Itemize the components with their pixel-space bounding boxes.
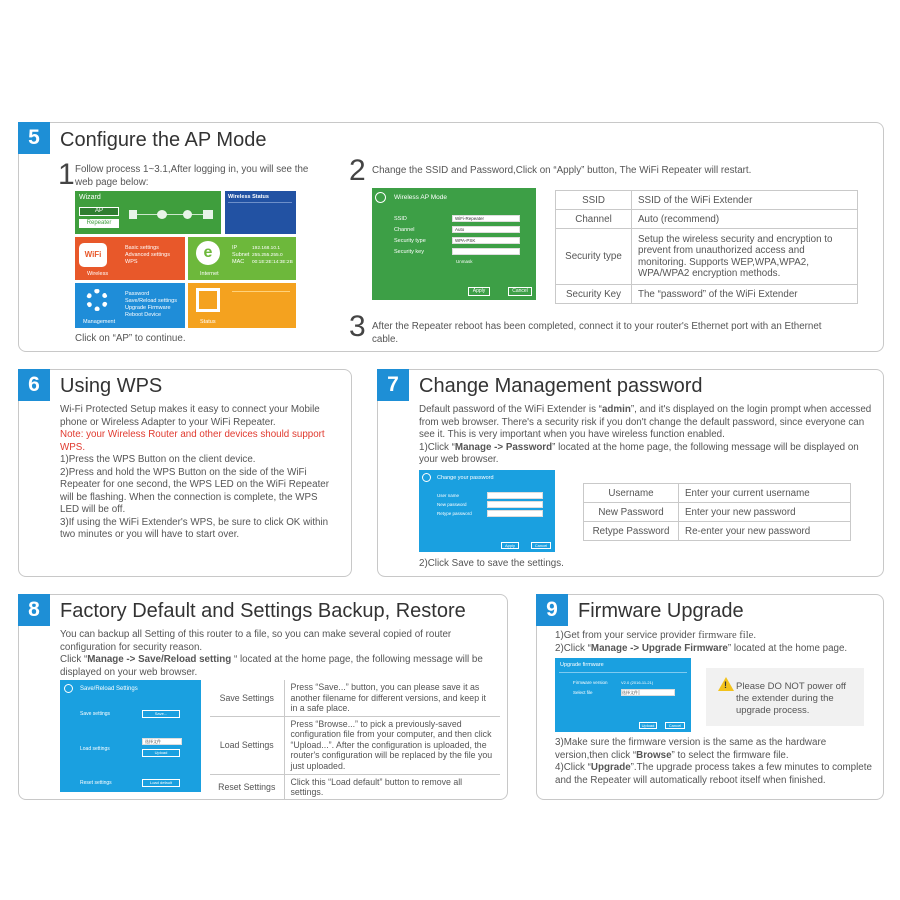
table-row	[584, 503, 851, 522]
change-password-screenshot	[419, 470, 555, 552]
step-number: 1	[58, 158, 75, 191]
choose-file-button[interactable]: 选择文件	[142, 738, 182, 745]
load-default-button[interactable]: Load default	[142, 779, 180, 787]
table-value: Click this “Load default” button to remove all settings.	[284, 774, 500, 800]
table-key: Save Settings	[210, 680, 284, 716]
status-overview-tile[interactable]	[188, 283, 296, 328]
wireless-tile[interactable]	[75, 237, 185, 280]
text-run: ” located at the home page, the following message will be displayed on your web browser.	[419, 441, 859, 465]
firmware-file: firmware file	[698, 630, 754, 641]
table-key: SSID	[556, 191, 632, 210]
table-value: The “password” of the WiFi Extender	[632, 285, 858, 304]
cancel-button[interactable]: Cancel	[665, 722, 685, 729]
text-run: 1)Get from your service provider	[555, 630, 699, 641]
table-row	[556, 191, 858, 210]
section-body	[555, 737, 873, 787]
file-path-field[interactable]	[639, 689, 675, 696]
status-label: Status	[200, 319, 216, 325]
wireless-links: Basic settings Advanced settings WPS	[125, 245, 170, 265]
text-run: ”.The upgrade process takes a few minutes to complete and the Repeater will automatically reboot itself when finished.	[555, 762, 872, 786]
paragraph: 2)Press and hold the WPS Button on the side of the WiFi Repeater for one second, the WPS LED on the WiFi Repeater will be flashing. When the connection is complete, the WPS LED will be off.	[60, 466, 330, 515]
paragraph: Wi-Fi Protected Setup makes it easy to connect your Mobile phone or Wireless Adapter to your WiFi Repeater.	[60, 404, 320, 428]
table-value: Press “Browse...” to pick a previously-saved configuration file from your computer, and then click “Upload...”. After the configuration is uploaded, the router's configuration will be replaced by the file you just uploaded.	[284, 716, 500, 774]
table-row	[584, 484, 851, 503]
internet-labels: IP Subnet MAC	[232, 245, 250, 265]
ssid-label: SSID	[394, 216, 407, 222]
section-number: 6	[18, 369, 50, 401]
section-title: Configure the AP Mode	[60, 129, 267, 151]
wireless-label: Wireless	[87, 271, 109, 277]
step-number: 3	[349, 310, 366, 343]
warning-icon-mark: !	[724, 680, 727, 690]
paragraph: 1)Press the WPS Button on the client device.	[60, 454, 256, 465]
internet-tile[interactable]	[188, 237, 296, 280]
new-password-label: New password	[437, 502, 467, 507]
screenshot-header: Upgrade firmware	[560, 662, 604, 668]
username-label: User name	[437, 493, 460, 498]
table-row	[210, 774, 500, 800]
backup-table	[210, 680, 500, 800]
section-body	[60, 404, 338, 542]
management-tile[interactable]	[75, 283, 185, 328]
upload-button[interactable]: Upload	[142, 749, 180, 757]
menu-path: Manage -> Save/Reload setting	[87, 654, 232, 665]
table-key: Reset Settings	[210, 774, 284, 800]
screenshot-header: Wireless AP Mode	[394, 194, 447, 201]
step-text: Change the SSID and Password,Click on “Apply” button, The WiFi Repeater will restart.	[372, 165, 752, 176]
security-key-label: Security key	[394, 249, 424, 255]
step-text: After the Repeater reboot has been completed, connect it to your router's Ethernet port with an Ethernet cable.	[372, 321, 822, 345]
table-value: Re-enter your new password	[679, 522, 851, 541]
step-text: Follow process 1~3.1,After logging in, you will see the web page below:	[75, 164, 309, 188]
retype-password-label: Retype password	[437, 511, 472, 516]
table-key: New Password	[584, 503, 679, 522]
firmware-version-value: V2.0 (2016-11-21)	[621, 680, 654, 685]
note-text: Note: your Wireless Router and other devices should support WPS.	[60, 429, 325, 453]
section-number: 9	[536, 594, 568, 626]
warning-text: Please DO NOT power off the extender during the upgrade process.	[736, 681, 847, 716]
screenshot-header: Save/Reload Settings	[80, 686, 138, 692]
management-links: Password Save/Reload settings Upgrade Firmware Reboot Device	[125, 291, 177, 318]
network-diagram-icon	[127, 207, 215, 223]
save-settings-label: Save settings	[80, 711, 111, 717]
save-settings-text: 2)Click Save to save the settings.	[419, 558, 564, 569]
section-title: Factory Default and Settings Backup, Restore	[60, 600, 466, 622]
cancel-button[interactable]: Cancel	[508, 287, 532, 296]
reset-settings-label: Reset settings	[80, 780, 112, 786]
menu-path: Manage -> Upgrade Firmware	[590, 642, 728, 654]
back-icon[interactable]	[375, 192, 386, 203]
channel-label: Channel	[394, 227, 415, 233]
upgrade-firmware-screenshot	[555, 658, 691, 732]
apply-button[interactable]: Apply	[468, 287, 490, 296]
table-key: Load Settings	[210, 716, 284, 774]
status-tile	[225, 191, 296, 234]
warning-box	[706, 668, 864, 726]
save-reload-screenshot	[60, 680, 201, 792]
table-value: Auto (recommend)	[632, 210, 858, 229]
browse-keyword: Browse	[636, 749, 672, 761]
choose-file-button[interactable]: 选择文件	[622, 690, 638, 695]
apply-button[interactable]: Apply	[501, 542, 519, 549]
text-run: 2)Click “	[555, 642, 591, 654]
screenshot-header: Change your password	[437, 475, 494, 481]
table-row	[556, 210, 858, 229]
load-settings-label: Load settings	[80, 746, 110, 752]
text-run: ” to select the firmware file.	[671, 749, 789, 761]
retype-password-field[interactable]	[487, 510, 543, 517]
qr-status-icon	[196, 288, 220, 312]
text-run: Default password of the WiFi Extender is “	[419, 404, 602, 415]
upload-button[interactable]: Upload	[639, 722, 657, 729]
click-ap-text: Click on “AP” to continue.	[75, 333, 186, 344]
new-password-field[interactable]	[487, 501, 543, 508]
wifi-logo-icon: WiFi	[79, 243, 107, 267]
section-number: 5	[18, 122, 50, 154]
table-key: Security Key	[556, 285, 632, 304]
gear-icon	[86, 289, 108, 311]
management-label: Management	[83, 319, 116, 325]
section-body	[60, 629, 500, 679]
password-table	[583, 483, 851, 541]
section-title: Using WPS	[60, 375, 163, 397]
table-row	[584, 522, 851, 541]
security-key-field[interactable]	[452, 248, 520, 255]
table-row	[210, 680, 500, 716]
unmask-checkbox[interactable]: Unmask	[456, 259, 473, 264]
back-icon[interactable]	[64, 684, 73, 693]
default-password: admin	[601, 404, 631, 415]
paragraph: You can backup all Setting of this router to a file, so you can make several copied of router configuration for security reason.	[60, 629, 452, 653]
text-run: “ located at the home page, the following message will be displayed on your web browser.	[60, 654, 483, 678]
section-number: 7	[377, 369, 409, 401]
repeater-button[interactable]: Repeater	[79, 219, 119, 228]
table-key: Username	[584, 484, 679, 503]
channel-select[interactable]: Auto	[452, 226, 520, 233]
internet-values: 192.168.10.1 255.255.255.0 00:1E:2E:14:3E:2B	[252, 246, 293, 265]
text-run: ” located at the home page.	[727, 642, 848, 654]
wireless-ap-screenshot	[372, 188, 536, 300]
table-row	[556, 229, 858, 285]
table-value: SSID of the WiFi Extender	[632, 191, 858, 210]
text-run: .	[753, 630, 757, 641]
menu-path: Manage -> Password	[454, 441, 553, 453]
internet-label: Internet	[200, 271, 219, 277]
table-value: Enter your current username	[679, 484, 851, 503]
table-row	[210, 716, 500, 774]
section-number: 8	[18, 594, 50, 626]
save-button[interactable]: Save...	[142, 710, 180, 718]
ap-settings-table	[555, 190, 858, 304]
wizard-tile	[75, 191, 221, 234]
cancel-button[interactable]: Cancel	[531, 542, 551, 549]
paragraph: 3)If using the WiFi Extender's WPS, be sure to click OK within two minutes or you will have to start over.	[60, 516, 329, 540]
section-body	[555, 630, 880, 655]
step-number: 2	[349, 154, 366, 187]
upgrade-keyword: Upgrade	[590, 762, 631, 773]
table-key: Security type	[556, 229, 632, 285]
text-run: ”, and it's displayed on the login prompt when accessed from web browser. There's a security risk if you don't change the default password, since everyone can see it. This is very important when you have wireless function enabled.	[419, 404, 872, 440]
status-title: Wireless Status	[228, 194, 269, 200]
table-value: Press “Save...” button, you can please save it as another filename for different versions, and keep it in a safe place.	[284, 680, 500, 716]
select-file-label: Select file	[573, 690, 593, 695]
table-row	[556, 285, 858, 304]
firmware-version-label: Firmware version	[573, 680, 608, 685]
text-run: Click “	[60, 654, 88, 665]
table-value: Enter your new password	[679, 503, 851, 522]
ssid-field[interactable]: WiFi-Repeater	[452, 215, 520, 222]
text-run: 4)Click “	[555, 762, 591, 773]
section-title: Change Management password	[419, 375, 703, 397]
internet-explorer-icon: e	[196, 241, 220, 265]
wizard-screenshot	[75, 191, 296, 328]
section-title: Firmware Upgrade	[578, 600, 744, 622]
username-field[interactable]	[487, 492, 543, 499]
table-value: Setup the wireless security and encryption to prevent from unauthorized access and monitoring. Supports WEP,WPA,WPA2, WPA/WPA2 encryption methods.	[632, 229, 858, 285]
section-body	[419, 404, 877, 467]
security-type-select[interactable]: WPA-PSK	[452, 237, 520, 244]
table-key: Retype Password	[584, 522, 679, 541]
ap-button[interactable]: AP	[79, 207, 119, 216]
wizard-label: Wizard	[79, 194, 101, 201]
table-key: Channel	[556, 210, 632, 229]
back-icon[interactable]	[422, 473, 431, 482]
security-type-label: Security type	[394, 238, 426, 244]
text-run: 1)Click “	[419, 441, 455, 453]
text-run: 3)Make sure the firmware version is the same as the hardware version,then click “	[555, 737, 827, 761]
